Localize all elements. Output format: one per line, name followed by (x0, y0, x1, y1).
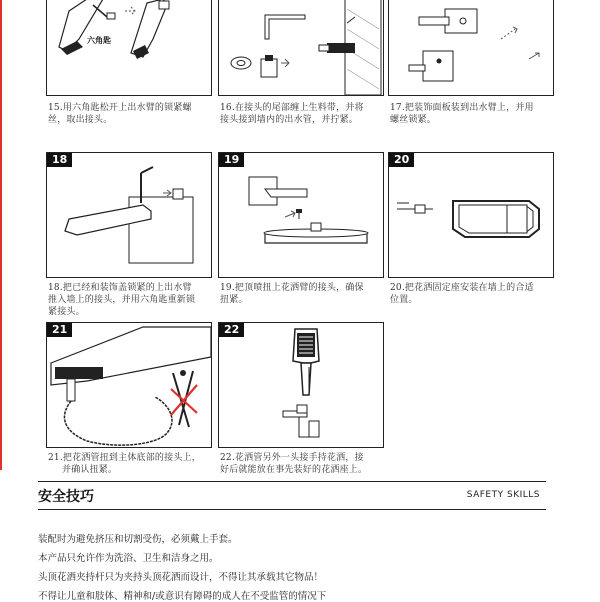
caption-line: 15.用六角匙松开上出水臂的锁紧螺 (48, 103, 192, 113)
step-22-illustration (218, 322, 384, 448)
caption-line: 18.把已经和装饰盖锁紧的上出水臂 (48, 283, 192, 293)
safety-item: 头顶花洒夹持杆只为夹持头顶花洒而设计，不得让其承载其它物品！ (38, 572, 324, 583)
safety-item: 不得让儿童和肢体、精神和/或意识有障碍的成人在不受监管的情况下 (38, 591, 327, 602)
step-18-illustration (46, 152, 212, 278)
caption-line: 20.把花洒固定座安装在墙上的合适 (390, 283, 534, 293)
safety-item: 本产品只允许作为洗浴、卫生和洁身之用。 (38, 553, 219, 564)
step-16-caption (220, 102, 388, 126)
caption-line: 推入墙上的接头，并用六角匙重新锁 (48, 295, 196, 305)
step-number-badge: 21 (47, 323, 72, 337)
caption-line: 扭紧。 (220, 295, 248, 305)
step-20-caption (390, 282, 560, 306)
thread-tape-drawing (219, 0, 383, 95)
caption-line: 17.把装饰面板装到出水臂上，并用 (390, 103, 534, 113)
caption-line: 19.把顶喷扭上花洒臂的接头，确保 (220, 283, 364, 293)
hand-shower-drawing (219, 323, 383, 447)
shower-head-drawing (219, 153, 383, 277)
hose-connect-drawing (47, 323, 211, 447)
holder-mount-drawing (389, 153, 553, 277)
step-19-caption (220, 282, 390, 306)
step-18-caption (48, 282, 220, 318)
step-21-illustration (46, 322, 212, 448)
step-number-badge: 18 (47, 153, 72, 167)
step-15-illustration (46, 0, 212, 96)
step-16-illustration (218, 0, 384, 96)
step-17-caption (390, 102, 560, 126)
caption-line: 并确认扭紧。 (62, 465, 118, 475)
step-21-caption (48, 452, 220, 476)
caption-line: 好后就能放在事先装好的花洒座上。 (220, 465, 368, 475)
step-number-badge: 19 (219, 153, 244, 167)
step-number-badge: 22 (219, 323, 244, 337)
section-divider-bottom (38, 509, 546, 510)
step-number-badge: 20 (389, 153, 414, 167)
caption-line: 位置。 (390, 295, 418, 305)
caption-line: 接头接到墙内的出水管，并拧紧。 (220, 115, 359, 125)
margin-red-line (0, 0, 2, 470)
step-17-illustration (388, 0, 554, 96)
arm-disassembly-drawing (47, 0, 211, 95)
push-arm-drawing (47, 153, 211, 277)
caption-line: 16.在接头的尾部缠上生料带，并将 (220, 103, 364, 113)
caption-line: 22.花洒管另外一头接手持花洒，接 (220, 453, 364, 463)
step-22-caption (220, 452, 390, 476)
step-19-illustration (218, 152, 384, 278)
caption-line: 紧接头。 (48, 307, 85, 317)
section-title: 安全技巧 (38, 489, 94, 505)
hex-key-label: 六角匙 (87, 36, 111, 45)
cover-plate-drawing (389, 0, 553, 95)
step-15-caption (48, 102, 216, 126)
section-divider-top (38, 481, 546, 482)
safety-item: 装配时为避免挤压和切割受伤，必须戴上手套。 (38, 534, 238, 545)
section-title-english: SAFETY SKILLS (466, 490, 540, 500)
caption-line: 21.把花洒管扭到主体底部的接头上， (48, 453, 201, 463)
caption-line: 螺丝锁紧。 (390, 115, 437, 125)
step-20-illustration (388, 152, 554, 278)
caption-line: 丝，取出接头。 (48, 115, 113, 125)
